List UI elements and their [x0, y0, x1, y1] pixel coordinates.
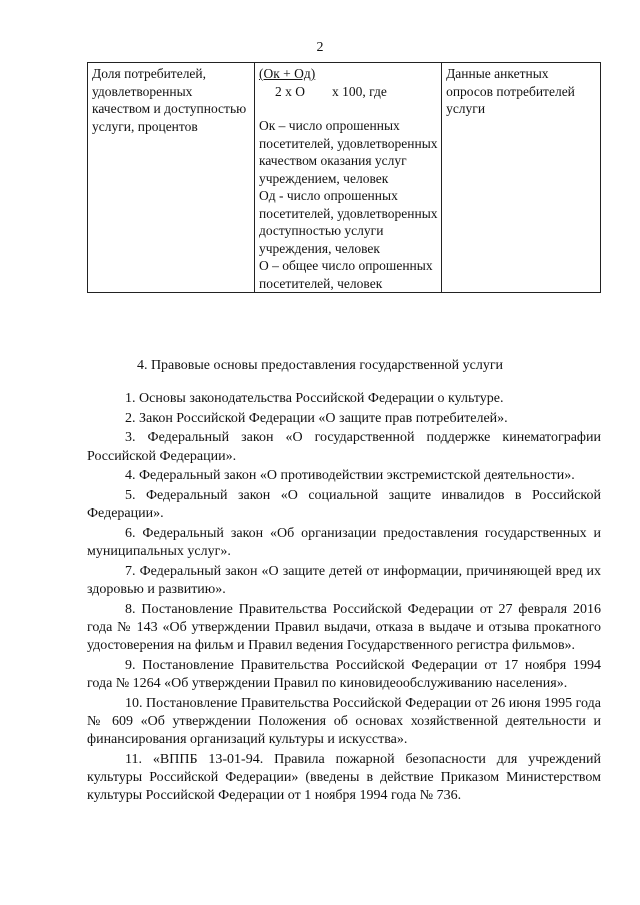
list-item: 7. Федеральный закон «О защите детей от информации, причиняющей вред их здоровью и развитию».	[87, 563, 601, 598]
indicator-table	[87, 62, 601, 293]
list-item: 9. Постановление Правительства Российской Федерации от 17 ноября 1994 года № 1264 «Об утверждении Правил по киновидеообслуживанию населения».	[87, 657, 601, 692]
list-item: 10. Постановление Правительства Российской Федерации от 26 июня 1995 года № 609 «Об утверждении Положения об основах хозяйственной деятельности и финансирования организаций культуры и искусства».	[87, 695, 601, 748]
list-item: 1. Основы законодательства Российской Федерации о культуре.	[125, 391, 504, 406]
list-item: 2. Закон Российской Федерации «О защите прав потребителей».	[125, 410, 508, 426]
formula-numerator: (Oк + Oд)	[258, 66, 316, 81]
page-number: 2	[316, 40, 324, 55]
list-item: 4. Федеральный закон «О противодействии экстремистской деятельности».	[125, 468, 575, 484]
formula-numerator-line	[259, 65, 438, 83]
formula-cell	[254, 63, 441, 293]
data-source-cell: Данные анкетных опросов потребителей услуги	[442, 63, 601, 293]
list-item: 6. Федеральный закон «Об организации предоставления государственных и муниципальных услуг».	[87, 525, 601, 560]
law-list	[87, 390, 601, 805]
formula-tail: х 100, где	[331, 83, 387, 99]
definition-ok: Oк – число опрошенных посетителей, удовлетворенных качеством оказания услуг учреждением, человек	[258, 118, 438, 186]
definition-od: Oд - число опрошенных посетителей, удовлетворенных доступностью услуги учреждения, человек	[258, 188, 438, 256]
definition-o: О – общее число опрошенных посетителей, человек	[258, 258, 433, 291]
formula-denominator: 2 х О	[274, 83, 305, 99]
list-item: 3. Федеральный закон «О государственной поддержке кинематографии Российской Федерации».	[87, 430, 601, 464]
spacer	[259, 100, 438, 117]
formula-denominator-line	[259, 83, 438, 101]
indicator-name-cell: Доля потребителей, удовлетворенных качеством и доступностью услуги, процентов	[88, 63, 255, 293]
table-row	[88, 63, 601, 293]
section-title: 4. Правовые основы предоставления государственной услуги	[136, 358, 504, 373]
list-item: 5. Федеральный закон «О социальной защите инвалидов в Российской Федерации».	[87, 488, 601, 522]
list-item: 11. «ВППБ 13-01-94. Правила пожарной безопасности для учреждений культуры Российской Федерации» (введены в действие Приказом Министерством культуры Российской Федерации от 1 ноября 1994 года № 736.	[87, 751, 601, 804]
list-item: 8. Постановление Правительства Российской Федерации от 27 февраля 2016 года № 143 «Об утверждении Правил выдачи, отказа в выдаче и отзыва прокатного удостоверения на фильм и Правил ведения Государственного регистра фильмов».	[87, 601, 601, 654]
